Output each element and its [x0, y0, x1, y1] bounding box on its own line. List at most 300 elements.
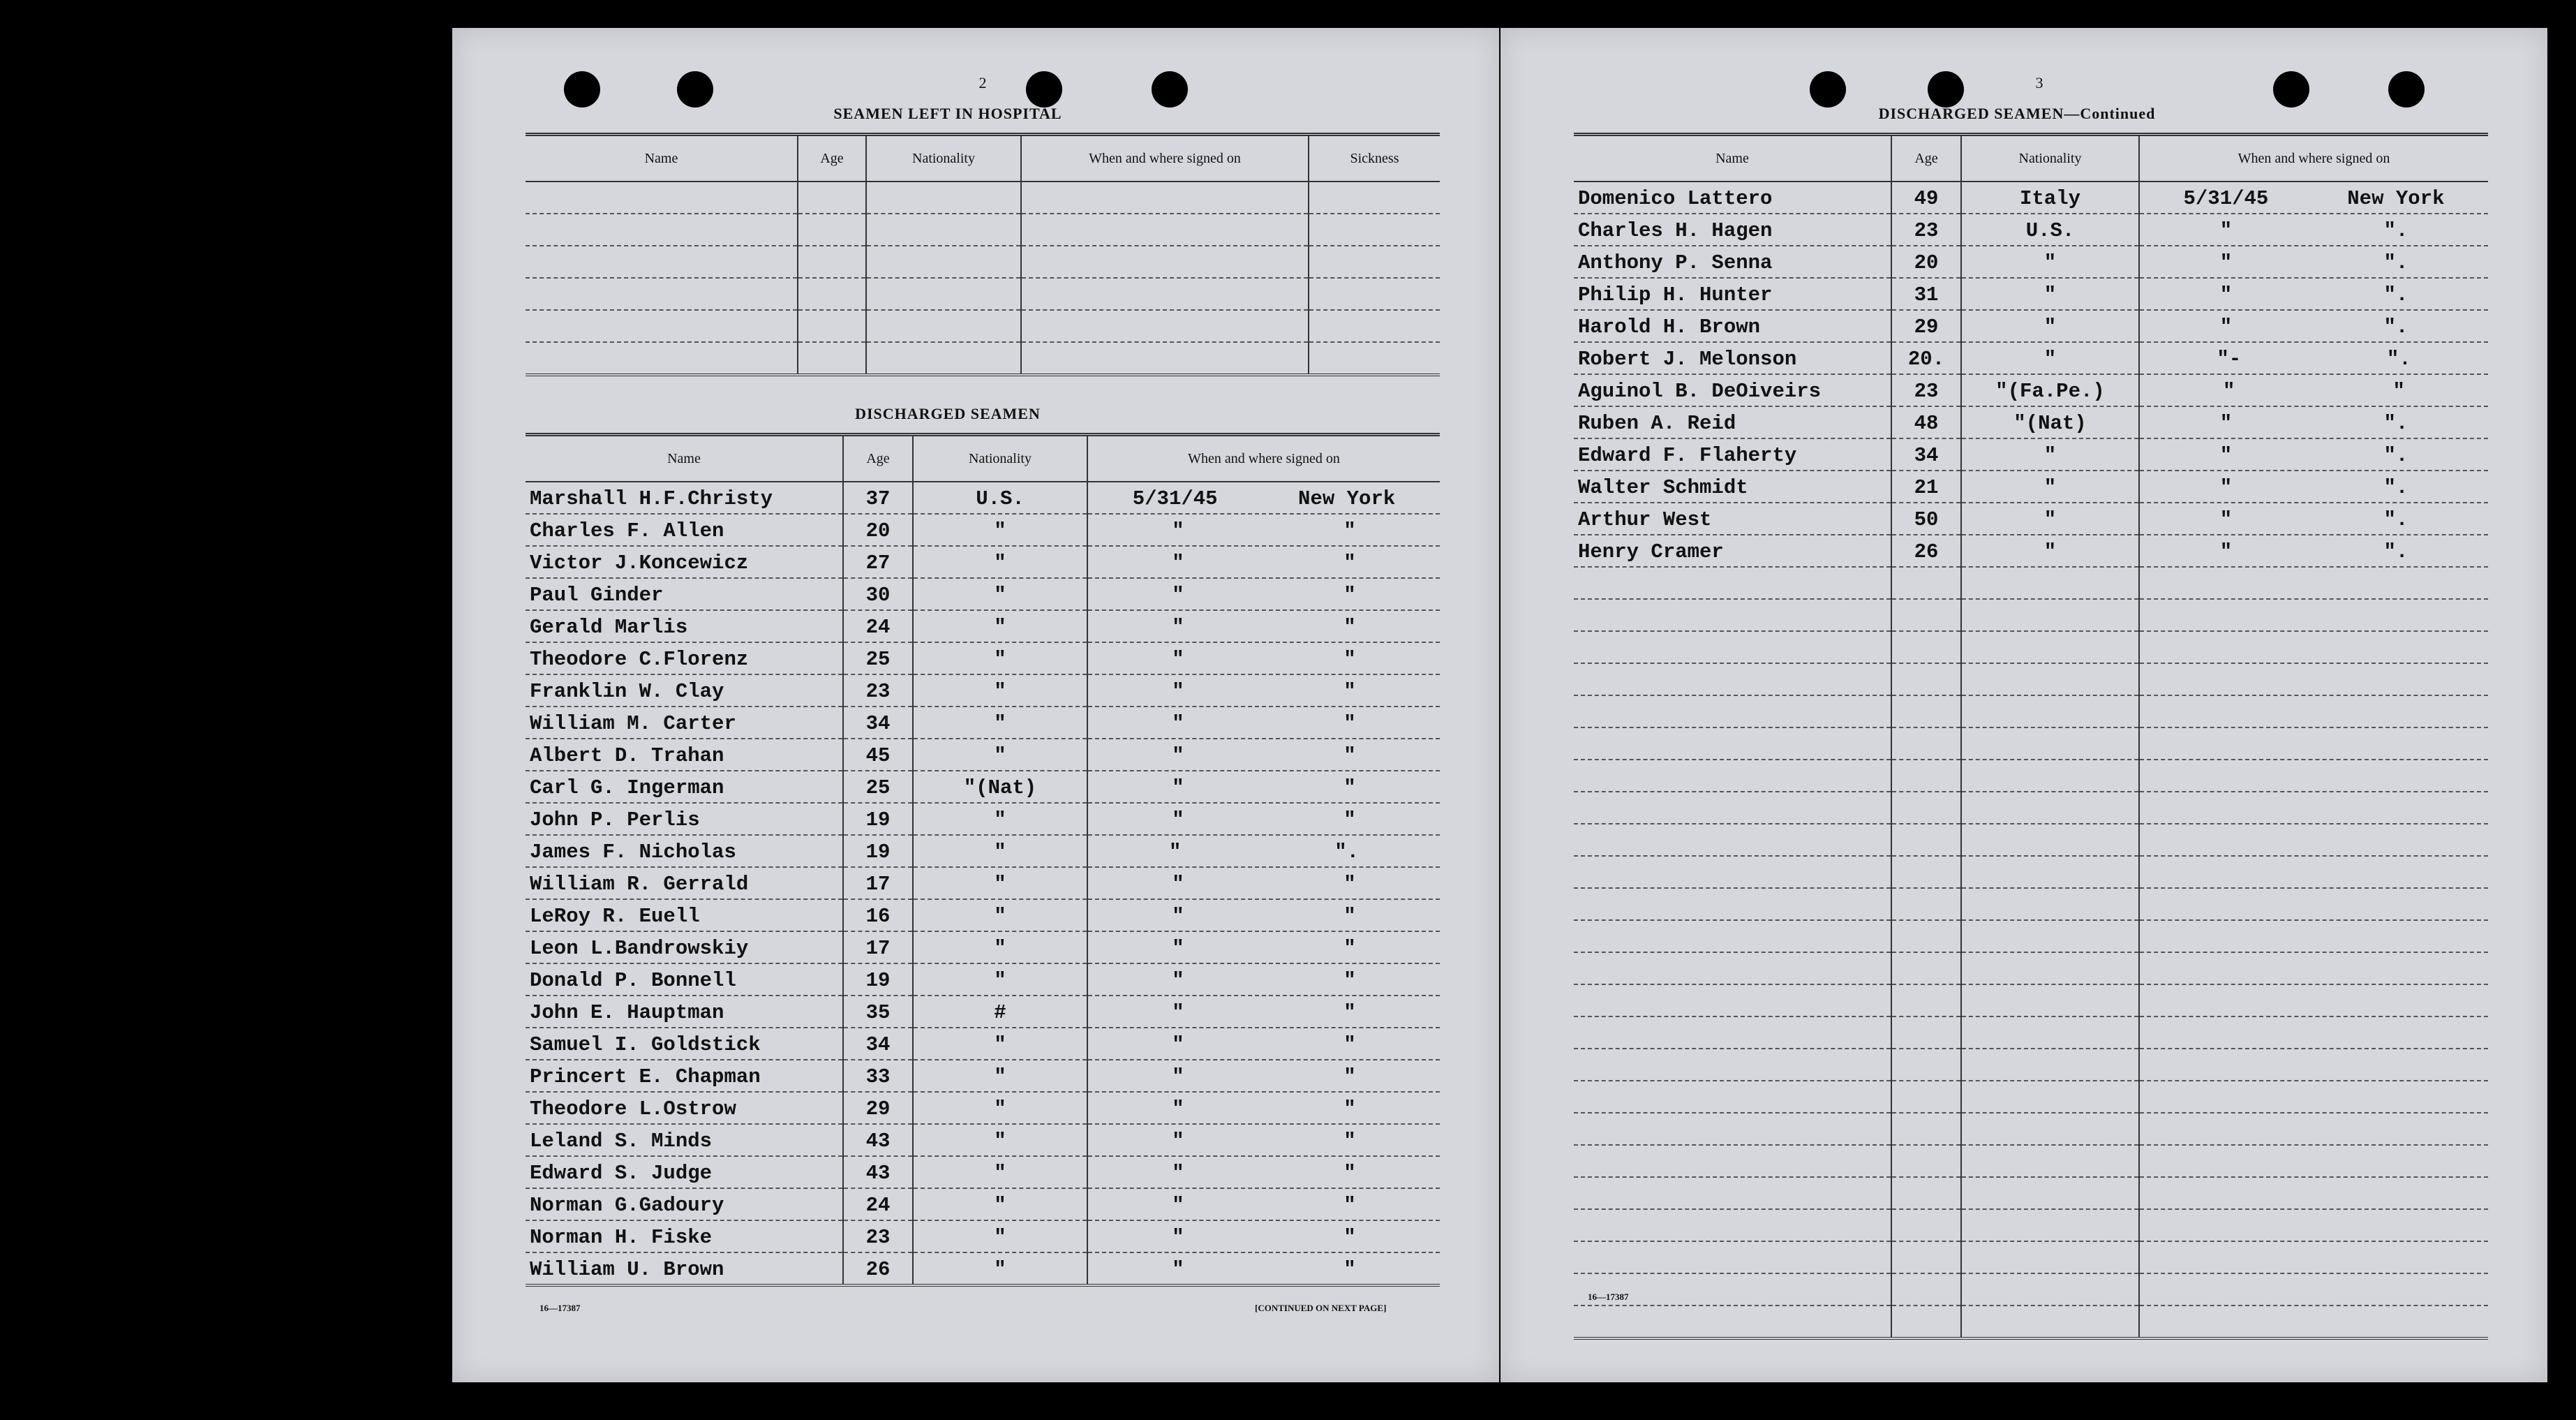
seaman-nationality: ": [913, 707, 1087, 739]
empty-cell: [2139, 727, 2488, 760]
signed-on-place: ": [1343, 648, 1356, 671]
empty-row: [526, 342, 1440, 375]
empty-row: [1574, 1273, 2488, 1306]
empty-row: [1574, 1081, 2488, 1113]
seaman-name: Albert D. Trahan: [526, 739, 843, 771]
column-header: Nationality: [913, 435, 1087, 482]
signed-on-place: ": [1343, 905, 1356, 928]
seaman-age: 33: [843, 1060, 913, 1092]
table-row: [1574, 214, 2488, 246]
signed-on-place: ": [1343, 584, 1356, 607]
empty-row: [1574, 663, 2488, 695]
empty-cell: [1574, 856, 1891, 888]
empty-cell: [1891, 599, 1961, 631]
empty-cell: [1891, 567, 1961, 599]
empty-cell: [866, 310, 1021, 342]
seaman-name: Franklin W. Clay: [526, 674, 843, 707]
table-row: [526, 707, 1440, 739]
signed-on: [1092, 614, 1436, 642]
signed-on: [1092, 1256, 1436, 1284]
signed-on-cell: [2139, 471, 2488, 503]
signed-on: [1092, 1095, 1436, 1123]
empty-cell: [1574, 567, 1891, 599]
empty-cell: [1961, 984, 2139, 1016]
table-row: [526, 1156, 1440, 1188]
seaman-name: Theodore L.Ostrow: [526, 1092, 843, 1124]
signed-on-place: ": [1343, 937, 1356, 960]
signed-on-date: ": [2219, 283, 2233, 306]
table-row: [526, 931, 1440, 963]
seaman-age: 49: [1891, 182, 1961, 214]
seaman-age: 50: [1891, 503, 1961, 535]
signed-on-date: ": [1172, 680, 1184, 703]
empty-row: [1574, 856, 2488, 888]
seaman-name: Aguinol B. DeOiveirs: [1574, 374, 1891, 406]
signed-on: [2144, 185, 2484, 213]
empty-cell: [2139, 1145, 2488, 1177]
signed-on-date: ": [1172, 1033, 1184, 1056]
signed-on-cell: [2139, 438, 2488, 471]
empty-row: [1574, 695, 2488, 727]
empty-cell: [1574, 792, 1891, 824]
signed-on-date: ": [1172, 1097, 1184, 1121]
empty-cell: [1961, 1209, 2139, 1241]
signed-on-date: ": [1172, 1226, 1184, 1249]
empty-cell: [2139, 792, 2488, 824]
seaman-nationality: ": [913, 803, 1087, 835]
seaman-nationality: ": [913, 514, 1087, 546]
signed-on-cell: [1087, 1124, 1440, 1156]
continued-table: [1574, 133, 2488, 1340]
seaman-age: 19: [843, 803, 913, 835]
empty-cell: [2139, 952, 2488, 984]
column-header: Age: [1891, 135, 1961, 182]
table-row: [1574, 406, 2488, 438]
table-row: [1574, 503, 2488, 535]
seaman-nationality: ": [913, 1124, 1087, 1156]
signed-on-date: ": [1172, 1065, 1184, 1088]
signed-on-cell: [1087, 674, 1440, 707]
seaman-nationality: ": [913, 1188, 1087, 1220]
signed-on: [2144, 281, 2484, 309]
column-header: When and where signed on: [1021, 135, 1309, 182]
signed-on: [1092, 1063, 1436, 1091]
page-number: 2: [978, 74, 987, 91]
signed-on-cell: [2139, 246, 2488, 278]
seaman-age: 45: [843, 739, 913, 771]
empty-cell: [1891, 792, 1961, 824]
seaman-name: Ruben A. Reid: [1574, 406, 1891, 438]
signed-on-cell: [2139, 535, 2488, 567]
seaman-nationality: ": [1961, 246, 2139, 278]
signed-on-cell: [1087, 803, 1440, 835]
table-row: [1574, 182, 2488, 214]
column-header: Age: [843, 435, 913, 482]
empty-cell: [526, 310, 798, 342]
signed-on-cell: [2139, 503, 2488, 535]
empty-row: [1574, 920, 2488, 952]
seaman-age: 20: [843, 514, 913, 546]
signed-on-date: ": [2219, 219, 2233, 242]
signed-on: [1092, 710, 1436, 738]
seaman-nationality: ": [1961, 438, 2139, 471]
table-row: [526, 1124, 1440, 1156]
column-header: Name: [1574, 135, 1891, 182]
seaman-age: 23: [843, 674, 913, 707]
signed-on-date: ": [1168, 841, 1182, 864]
punch-hole: [2388, 71, 2425, 108]
empty-cell: [1891, 1209, 1961, 1241]
empty-row: [1574, 824, 2488, 856]
signed-on-place: ".: [2383, 412, 2409, 435]
empty-cell: [1021, 214, 1309, 246]
signed-on-place: ".: [2383, 540, 2409, 563]
signed-on-cell: [1087, 707, 1440, 739]
column-header: When and where signed on: [1087, 435, 1440, 482]
empty-cell: [1891, 631, 1961, 663]
seaman-nationality: ": [913, 610, 1087, 642]
signed-on-cell: [1087, 1252, 1440, 1285]
seaman-nationality: ": [913, 1156, 1087, 1188]
signed-on-date: ": [1172, 1162, 1184, 1185]
empty-cell: [1574, 1306, 1891, 1338]
signed-on-date: 5/31/45: [1132, 487, 1218, 510]
empty-cell: [1961, 1177, 2139, 1209]
empty-row: [1574, 727, 2488, 760]
empty-cell: [1891, 1177, 1961, 1209]
empty-cell: [1891, 856, 1961, 888]
signed-on-place: ": [1343, 776, 1356, 799]
signed-on-date: ": [2223, 380, 2235, 403]
empty-cell: [798, 246, 866, 278]
seaman-nationality: ": [1961, 535, 2139, 567]
column-header: Name: [526, 135, 798, 182]
signed-on-cell: [1087, 835, 1440, 867]
signed-on-cell: [1087, 1060, 1440, 1092]
signed-on-place: ": [2392, 380, 2405, 403]
empty-row: [1574, 1016, 2488, 1049]
table-row: [526, 514, 1440, 546]
signed-on-place: ".: [2383, 316, 2409, 339]
signed-on-place: ": [1343, 519, 1356, 542]
signed-on: [1092, 999, 1436, 1027]
empty-cell: [1891, 695, 1961, 727]
signed-on-cell: [1087, 739, 1440, 771]
seaman-name: LeRoy R. Euell: [526, 899, 843, 931]
seaman-nationality: ": [913, 1028, 1087, 1060]
empty-row: [526, 246, 1440, 278]
signed-on: [1092, 646, 1436, 674]
signed-on-date: ": [2219, 412, 2233, 435]
seaman-name: William R. Gerrald: [526, 867, 843, 899]
seaman-name: Victor J.Koncewicz: [526, 546, 843, 578]
signed-on-date: ": [1172, 744, 1184, 767]
signed-on-cell: [1087, 931, 1440, 963]
signed-on-date: ": [1172, 1258, 1184, 1281]
empty-cell: [2139, 856, 2488, 888]
signed-on: [1092, 935, 1436, 963]
seaman-nationality: ": [913, 1092, 1087, 1124]
signed-on-place: ".: [1334, 841, 1360, 864]
signed-on-cell: [1087, 1220, 1440, 1252]
table-row: [1574, 438, 2488, 471]
seaman-age: 20: [1891, 246, 1961, 278]
empty-row: [1574, 1113, 2488, 1145]
empty-row: [1574, 984, 2488, 1016]
empty-cell: [1309, 182, 1440, 214]
signed-on: [1092, 967, 1436, 995]
table-row: [526, 835, 1440, 867]
signed-on-date: ": [1172, 808, 1184, 831]
table-row: [526, 771, 1440, 803]
signed-on-date: ": [2219, 444, 2233, 467]
signed-on: [2144, 249, 2484, 277]
seaman-nationality: ": [913, 931, 1087, 963]
signed-on-date: 5/31/45: [2183, 187, 2269, 210]
empty-cell: [1891, 824, 1961, 856]
table-row: [526, 1188, 1440, 1220]
empty-row: [1574, 599, 2488, 631]
seaman-name: Charles H. Hagen: [1574, 214, 1891, 246]
signed-on-cell: [2139, 214, 2488, 246]
empty-cell: [866, 214, 1021, 246]
empty-cell: [1309, 246, 1440, 278]
signed-on: [1092, 774, 1436, 802]
seaman-nationality: ": [913, 1060, 1087, 1092]
signed-on: [1092, 838, 1436, 866]
table-row: [526, 867, 1440, 899]
signed-on-place: ": [1343, 969, 1356, 992]
punch-hole: [1026, 71, 1062, 108]
empty-row: [1574, 1209, 2488, 1241]
seaman-nationality: ": [913, 642, 1087, 674]
empty-cell: [1961, 888, 2139, 920]
table-row: [526, 578, 1440, 610]
table-row: [1574, 246, 2488, 278]
signed-on-date: ": [1172, 1130, 1184, 1153]
signed-on-date: ": [1172, 873, 1184, 896]
empty-row: [1574, 1241, 2488, 1273]
signed-on-place: ".: [2383, 476, 2409, 499]
empty-cell: [1891, 1241, 1961, 1273]
table-row: [526, 739, 1440, 771]
seaman-nationality: ": [913, 899, 1087, 931]
empty-cell: [1574, 1049, 1891, 1081]
seaman-age: 29: [843, 1092, 913, 1124]
empty-cell: [1891, 1016, 1961, 1049]
seaman-nationality: ": [913, 1252, 1087, 1285]
empty-cell: [1961, 663, 2139, 695]
empty-cell: [1961, 856, 2139, 888]
empty-cell: [1574, 920, 1891, 952]
seaman-age: 23: [843, 1220, 913, 1252]
seaman-age: 29: [1891, 310, 1961, 342]
empty-row: [1574, 792, 2488, 824]
signed-on-place: ": [1343, 744, 1356, 767]
signed-on-place: ".: [2383, 508, 2409, 531]
seaman-age: 26: [843, 1252, 913, 1285]
empty-row: [1574, 631, 2488, 663]
seaman-name: Samuel I. Goldstick: [526, 1028, 843, 1060]
signed-on-date: ": [2219, 476, 2233, 499]
empty-cell: [1891, 1145, 1961, 1177]
empty-cell: [2139, 888, 2488, 920]
signed-on: [2144, 442, 2484, 470]
signed-on-date: ": [1172, 776, 1184, 799]
empty-row: [1574, 760, 2488, 792]
empty-cell: [866, 246, 1021, 278]
signed-on-place: ".: [2383, 444, 2409, 467]
empty-cell: [2139, 920, 2488, 952]
empty-cell: [526, 182, 798, 214]
seaman-name: Theodore C.Florenz: [526, 642, 843, 674]
empty-cell: [1961, 727, 2139, 760]
seaman-age: 25: [843, 642, 913, 674]
empty-cell: [1891, 1049, 1961, 1081]
signed-on-date: ": [2219, 251, 2233, 274]
seaman-name: Henry Cramer: [1574, 535, 1891, 567]
seaman-nationality: ": [1961, 278, 2139, 310]
signed-on: [1092, 871, 1436, 898]
empty-cell: [2139, 824, 2488, 856]
empty-cell: [1961, 695, 2139, 727]
signed-on-place: ": [1343, 616, 1356, 639]
seaman-name: Leon L.Bandrowskiy: [526, 931, 843, 963]
signed-on-date: ": [1172, 937, 1184, 960]
empty-cell: [1891, 952, 1961, 984]
table-row: [526, 482, 1440, 514]
signed-on-place: ": [1343, 1097, 1356, 1121]
empty-cell: [1961, 920, 2139, 952]
empty-cell: [1961, 1049, 2139, 1081]
seaman-age: 31: [1891, 278, 1961, 310]
empty-row: [1574, 1306, 2488, 1338]
continued-note: [CONTINUED ON NEXT PAGE]: [1255, 1303, 1387, 1313]
signed-on-cell: [1087, 771, 1440, 803]
empty-cell: [2139, 1241, 2488, 1273]
table-row: [1574, 471, 2488, 503]
signed-on-cell: [2139, 182, 2488, 214]
signed-on: [1092, 1224, 1436, 1252]
empty-cell: [2139, 1209, 2488, 1241]
table-row: [1574, 342, 2488, 374]
punch-hole: [564, 71, 600, 108]
empty-cell: [1891, 888, 1961, 920]
seaman-age: 16: [843, 899, 913, 931]
seaman-nationality: ": [913, 739, 1087, 771]
seaman-age: 25: [843, 771, 913, 803]
signed-on-cell: [2139, 342, 2488, 374]
column-header: Sickness: [1309, 135, 1440, 182]
empty-cell: [866, 182, 1021, 214]
column-header: Nationality: [866, 135, 1021, 182]
empty-cell: [1891, 984, 1961, 1016]
empty-cell: [1961, 1016, 2139, 1049]
empty-cell: [1574, 599, 1891, 631]
empty-cell: [1891, 1273, 1961, 1306]
signed-on: [1092, 517, 1436, 545]
empty-cell: [2139, 1177, 2488, 1209]
empty-cell: [798, 310, 866, 342]
signed-on-place: ": [1343, 873, 1356, 896]
empty-cell: [2139, 1081, 2488, 1113]
empty-cell: [1574, 824, 1891, 856]
empty-cell: [1574, 631, 1891, 663]
signed-on: [2144, 506, 2484, 534]
signed-on-cell: [2139, 310, 2488, 342]
empty-cell: [1574, 727, 1891, 760]
signed-on-cell: [1087, 963, 1440, 996]
seaman-name: Anthony P. Senna: [1574, 246, 1891, 278]
seaman-name: Norman G.Gadoury: [526, 1188, 843, 1220]
empty-cell: [1961, 760, 2139, 792]
empty-cell: [1574, 1016, 1891, 1049]
signed-on-place: ": [1343, 1194, 1356, 1217]
seaman-name: James F. Nicholas: [526, 835, 843, 867]
seaman-age: 43: [843, 1156, 913, 1188]
signed-on: [2144, 410, 2484, 438]
empty-cell: [798, 182, 866, 214]
empty-cell: [1574, 984, 1891, 1016]
empty-cell: [1574, 888, 1891, 920]
empty-cell: [1961, 1145, 2139, 1177]
empty-row: [526, 310, 1440, 342]
empty-cell: [2139, 663, 2488, 695]
seaman-age: 34: [1891, 438, 1961, 471]
signed-on: [2144, 313, 2484, 341]
table-row: [526, 1028, 1440, 1060]
signed-on-cell: [1087, 482, 1440, 514]
empty-cell: [2139, 984, 2488, 1016]
empty-cell: [798, 214, 866, 246]
punch-hole: [1928, 71, 1964, 108]
form-number: 16—17387: [539, 1303, 581, 1313]
signed-on-place: ".: [2386, 348, 2411, 371]
empty-cell: [1021, 310, 1309, 342]
signed-on-date: ": [1172, 969, 1184, 992]
seaman-nationality: ": [913, 867, 1087, 899]
table-row: [526, 674, 1440, 707]
seaman-age: 37: [843, 482, 913, 514]
table-row: [526, 642, 1440, 674]
empty-cell: [1891, 920, 1961, 952]
empty-row: [1574, 952, 2488, 984]
empty-cell: [866, 342, 1021, 375]
empty-cell: [1574, 695, 1891, 727]
empty-cell: [2139, 760, 2488, 792]
table-row: [526, 546, 1440, 578]
seaman-name: Princert E. Chapman: [526, 1060, 843, 1092]
empty-cell: [1891, 1081, 1961, 1113]
signed-on: [1092, 1031, 1436, 1059]
seaman-name: William U. Brown: [526, 1252, 843, 1285]
column-header: When and where signed on: [2139, 135, 2488, 182]
empty-cell: [1891, 663, 1961, 695]
seaman-age: 21: [1891, 471, 1961, 503]
discharged-title: DISCHARGED SEAMEN: [855, 405, 1041, 422]
empty-cell: [526, 278, 798, 310]
empty-cell: [1309, 342, 1440, 375]
signed-on-place: ".: [2383, 283, 2409, 306]
signed-on-date: ": [2219, 316, 2233, 339]
signed-on-cell: [1087, 642, 1440, 674]
table-row: [526, 1220, 1440, 1252]
signed-on-cell: [1087, 1188, 1440, 1220]
empty-cell: [526, 342, 798, 375]
seaman-nationality: ": [1961, 310, 2139, 342]
table-row: [526, 610, 1440, 642]
empty-cell: [1961, 1306, 2139, 1338]
